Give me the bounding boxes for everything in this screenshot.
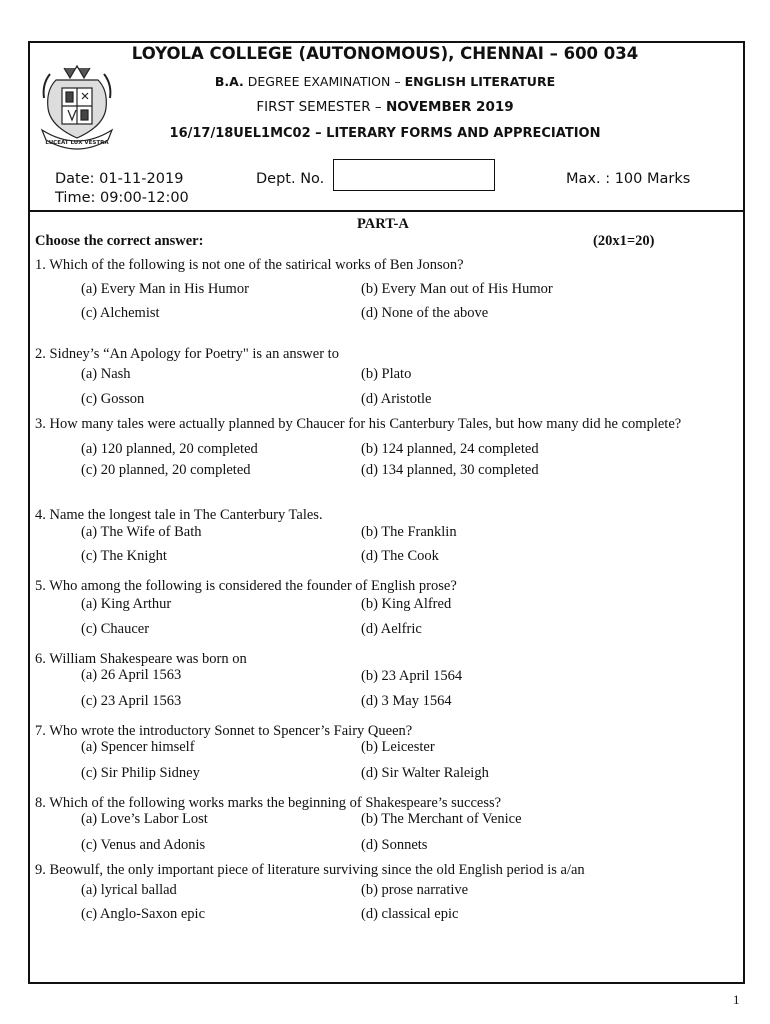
q1-option-d: (d) None of the above xyxy=(361,305,489,321)
degree-mid: DEGREE EXAMINATION – xyxy=(243,74,405,89)
crest-motto: LUCEAT LUX VESTRA xyxy=(45,140,109,146)
q7-option-b: (b) Leicester xyxy=(361,739,435,755)
question-6: 6. William Shakespeare was born on xyxy=(35,651,247,667)
college-name: LOYOLA COLLEGE (AUTONOMOUS), CHENNAI – 600 034 xyxy=(131,44,639,63)
q1-option-a: (a) Every Man in His Humor xyxy=(81,281,249,297)
exam-time: Time: 09:00-12:00 xyxy=(55,190,189,206)
question-7: 7. Who wrote the introductory Sonnet to Spencer’s Fairy Queen? xyxy=(35,723,413,739)
q4-option-d: (d) The Cook xyxy=(361,548,439,564)
q2-option-c: (c) Gosson xyxy=(81,391,145,407)
q4-option-a: (a) The Wife of Bath xyxy=(81,524,202,540)
q4-option-b: (b) The Franklin xyxy=(361,524,457,540)
degree-subject: ENGLISH LITERATURE xyxy=(404,74,556,89)
question-8: 8. Which of the following works marks the beginning of Shakespeare’s success? xyxy=(35,795,502,811)
question-4: 4. Name the longest tale in The Canterbury Tales. xyxy=(35,507,323,523)
q6-option-b: (b) 23 April 1564 xyxy=(361,668,463,684)
q9-option-d: (d) classical epic xyxy=(361,906,459,922)
part-instruction: Choose the correct answer: xyxy=(35,233,204,249)
q6-option-c: (c) 23 April 1563 xyxy=(81,693,182,709)
header-divider xyxy=(28,210,745,212)
question-2: 2. Sidney’s “An Apology for Poetry" is an answer to xyxy=(35,346,339,362)
q5-option-a: (a) King Arthur xyxy=(81,596,172,612)
part-marks: (20x1=20) xyxy=(593,233,655,249)
q7-option-c: (c) Sir Philip Sidney xyxy=(81,765,200,781)
max-marks: Max. : 100 Marks xyxy=(566,171,691,187)
q7-option-d: (d) Sir Walter Raleigh xyxy=(361,765,489,781)
question-3: 3. How many tales were actually planned by Chaucer for his Canterbury Tales, but how many did he complete? xyxy=(35,416,682,432)
q3-option-b: (b) 124 planned, 24 completed xyxy=(361,441,539,457)
question-5: 5. Who among the following is considered the founder of English prose? xyxy=(35,578,457,594)
q5-option-d: (d) Aelfric xyxy=(361,621,422,637)
degree-line xyxy=(0,74,770,89)
q5-option-b: (b) King Alfred xyxy=(361,596,452,612)
q7-option-a: (a) Spencer himself xyxy=(81,739,195,755)
question-1: 1. Which of the following is not one of the satirical works of Ben Jonson? xyxy=(35,257,464,273)
page-number: 1 xyxy=(733,992,740,1007)
semester-line xyxy=(0,99,770,115)
q6-option-d: (d) 3 May 1564 xyxy=(361,693,452,709)
dept-number-field[interactable] xyxy=(333,159,495,191)
paper-title: 16/17/18UEL1MC02 – LITERARY FORMS AND APPRECIATION xyxy=(169,126,601,141)
q8-option-d: (d) Sonnets xyxy=(361,837,428,853)
question-9: 9. Beowulf, the only important piece of literature surviving since the old English period is a/an xyxy=(35,862,585,878)
q6-option-a: (a) 26 April 1563 xyxy=(81,667,182,683)
degree-prefix: B.A. xyxy=(214,74,244,89)
q1-option-b: (b) Every Man out of His Humor xyxy=(361,281,553,297)
q5-option-c: (c) Chaucer xyxy=(81,621,150,637)
q9-option-c: (c) Anglo-Saxon epic xyxy=(81,906,206,922)
q1-option-c: (c) Alchemist xyxy=(81,305,160,321)
q3-option-d: (d) 134 planned, 30 completed xyxy=(361,462,539,478)
q2-option-d: (d) Aristotle xyxy=(361,391,432,407)
dept-label: Dept. No. xyxy=(256,171,325,187)
q3-option-a: (a) 120 planned, 20 completed xyxy=(81,441,258,457)
q8-option-c: (c) Venus and Adonis xyxy=(81,837,206,853)
part-title: PART-A xyxy=(357,216,409,232)
q4-option-c: (c) The Knight xyxy=(81,548,167,564)
q9-option-a: (a) lyrical ballad xyxy=(81,882,177,898)
semester-month: NOVEMBER 2019 xyxy=(385,99,514,115)
semester-prefix: FIRST SEMESTER – xyxy=(256,99,386,115)
q8-option-b: (b) The Merchant of Venice xyxy=(361,811,522,827)
q9-option-b: (b) prose narrative xyxy=(361,882,469,898)
q8-option-a: (a) Love’s Labor Lost xyxy=(81,811,208,827)
q2-option-a: (a) Nash xyxy=(81,366,131,382)
exam-date: Date: 01-11-2019 xyxy=(55,171,184,187)
q3-option-c: (c) 20 planned, 20 completed xyxy=(81,462,251,478)
q2-option-b: (b) Plato xyxy=(361,366,412,382)
